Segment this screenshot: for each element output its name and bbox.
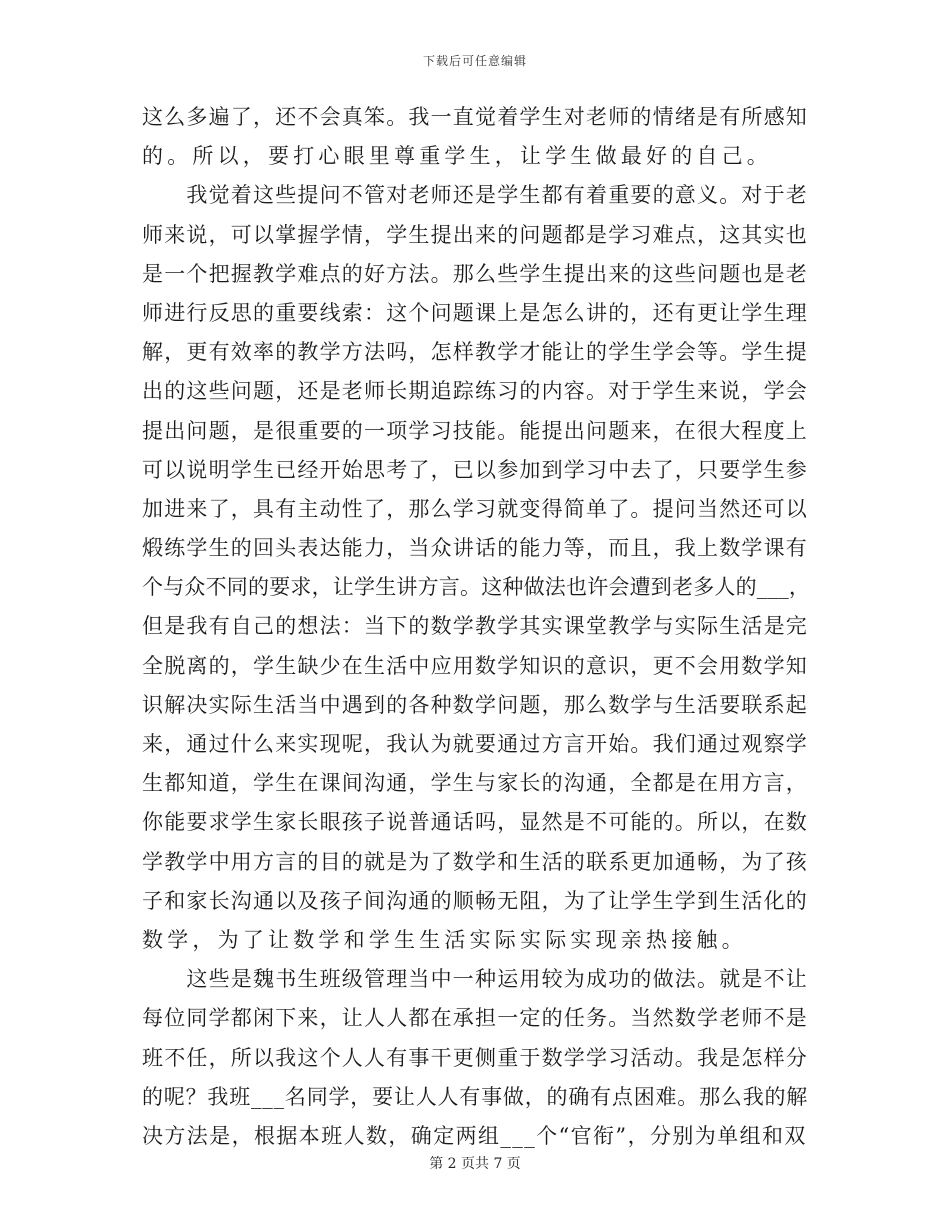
text-line: 数学，为了让数学和学生生活实际实际实现亲热接触。 [142, 927, 747, 952]
text-line: 师进行反思的重要线索：这个问题课上是怎么讲的，还有更让学生理 [142, 300, 808, 325]
text-line: 班不任，所以我这个人人有事干更侧重于数学学习活动。我是怎样分 [142, 1045, 808, 1070]
text-line: 我觉着这些提问不管对老师还是学生都有着重要的意义。对于老 [142, 183, 808, 208]
text-line: 提出问题，是很重要的一项学习技能。能提出问题来，在很大程度上 [142, 418, 808, 443]
text-line: 子和家长沟通以及孩子间沟通的顺畅无阻，为了让学生学到生活化的 [142, 888, 808, 913]
text-line: 煅练学生的回头表达能力，当众讲话的能力等，而且，我上数学课有 [142, 536, 808, 561]
text-line: 这些是魏书生班级管理当中一种运用较为成功的做法。就是不让 [142, 967, 808, 992]
text-line: 是一个把握教学难点的好方法。那么些学生提出来的这些问题也是老 [142, 261, 808, 286]
text-line: 每位同学都闲下来，让人人都在承担一定的任务。当然数学老师不是 [142, 1006, 808, 1031]
text-line: 学教学中用方言的目的就是为了数学和生活的联系更加通畅，为了孩 [142, 849, 808, 874]
text-line: 识解决实际生活当中遇到的各种数学问题，那么数学与生活要联系起 [142, 692, 808, 717]
text-line: 解，更有效率的教学方法吗，怎样教学才能让的学生学会等。学生提 [142, 340, 808, 365]
text-line: 但是我有自己的想法：当下的数学教学其实课堂教学与实际生活是完 [142, 614, 808, 639]
text-line: 决方法是，根据本班人数，确定两组___个“官衔”，分别为单组和双 [142, 1123, 807, 1148]
text-line: 来，通过什么来实现呢，我认为就要通过方言开始。我们通过观察学 [142, 732, 808, 756]
page-number: 第 2 页共 7 页 [429, 1156, 521, 1172]
text-line: 师来说，可以掌握学情，学生提出来的问题都是学习难点，这其实也 [142, 222, 808, 247]
text-line: 的呢？我班___名同学，要让人人有事做，的确有点困难。那么我的解 [142, 1084, 809, 1109]
page-header-note: 下载后可任意编辑 [422, 54, 527, 68]
text-line: 个与众不同的要求，让学生讲方言。这种做法也许会遭到老多人的___， [142, 575, 811, 600]
text-line: 这么多遍了，还不会真笨。我一直觉着学生对老师的情绪是有所感知 [142, 105, 808, 129]
text-line: 加进来了，具有主动性了，那么学习就变得简单了。提问当然还可以 [142, 496, 808, 521]
text-line: 可以说明学生已经开始思考了，已以参加到学习中去了，只要学生参 [142, 457, 808, 482]
text-line: 你能要求学生家长眼孩子说普通话吗，显然是不可能的。所以，在数 [142, 810, 808, 835]
text-line: 生都知道，学生在课间沟通，学生与家长的沟通，全都是在用方言， [142, 771, 808, 796]
text-line: 出的这些问题，还是老师长期追踪练习的内容。对于学生来说，学会 [142, 379, 808, 404]
document-body [142, 98, 812, 1156]
text-line: 的。所以，要打心眼里尊重学生，让学生做最好的自己。 [142, 144, 772, 169]
text-line: 全脱离的，学生缺少在生活中应用数学知识的意识，更不会用数学知 [142, 653, 808, 678]
